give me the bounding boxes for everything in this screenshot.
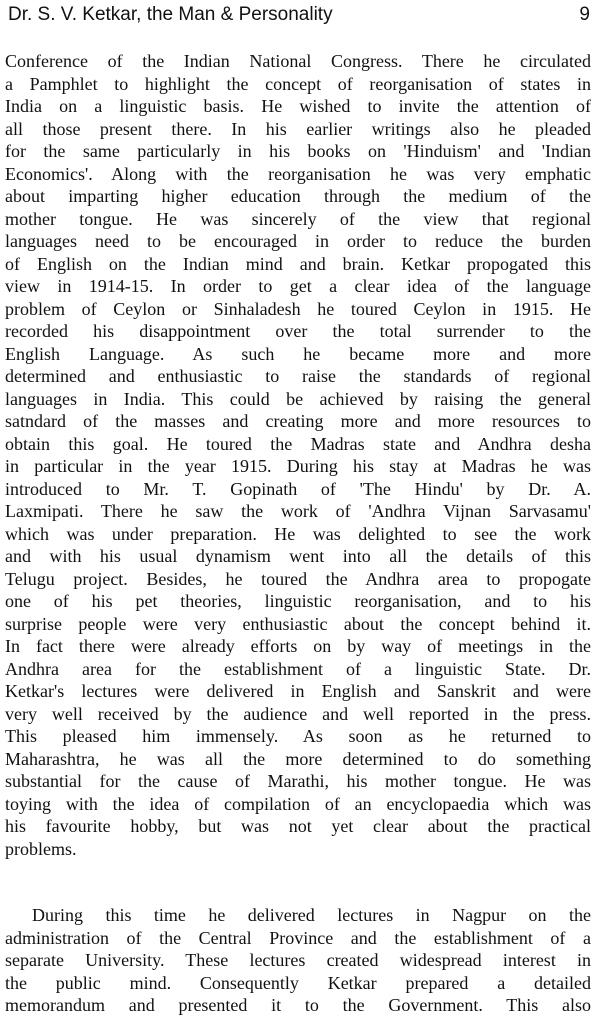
body-text <box>5 50 591 1017</box>
text-line: Ketkar's lectures were delivered in English and Sanskrit and were <box>5 681 591 701</box>
running-head <box>8 2 590 28</box>
text-line: languages in India. This could be achieved by raising the general <box>5 388 591 409</box>
text-line: recorded his disappointment over the total surrender to the <box>5 321 591 341</box>
text-line: obtain this goal. He toured the Madras state and Andhra desha <box>5 433 591 454</box>
text-line: determined and enthusiastic to raise the standards of regional <box>5 366 591 386</box>
text-line: problem of Ceylon or Sinhaladesh he toured Ceylon in 1915. He <box>5 298 591 319</box>
text-line: substantial for the cause of Marathi, his mother tongue. He was <box>5 771 591 791</box>
page-number: 9 <box>579 4 590 25</box>
text-line: introduced to Mr. T. Gopinath of 'The Hindu' by Dr. A. <box>5 478 591 499</box>
text-line: which was under preparation. He was delighted to see the work <box>5 523 591 544</box>
text-line: Conference of the Indian National Congress. There he circulated <box>5 51 591 71</box>
text-line: satndard of the masses and creating more and more resources to <box>5 411 591 431</box>
text-line: of English on the Indian mind and brain. Ketkar propogated this <box>5 253 591 274</box>
text-line: Andhra area for the establishment of a linguistic State. Dr. <box>5 658 591 679</box>
text-line: English Language. As such he became more and more <box>5 343 591 364</box>
text-line: Laxmipati. There he saw the work of 'Andhra Vijnan Sarvasamu' <box>5 501 591 521</box>
text-line: view in 1914-15. In order to get a clear idea of the language <box>5 276 591 296</box>
text-line: memorandum and presented it to the Government. This also <box>5 995 591 1015</box>
text-line: mother tongue. He was sincerely of the view that regional <box>5 208 591 229</box>
text-line: During this time he delivered lectures in Nagpur on the <box>32 905 591 925</box>
text-line: in particular in the year 1915. During his stay at Madras he was <box>5 456 591 476</box>
text-line: one of his pet theories, linguistic reorganisation, and to his <box>5 591 591 611</box>
text-line: This pleased him immensely. As soon as he returned to <box>5 726 591 746</box>
text-line: separate University. These lectures created widespread interest in <box>5 950 591 970</box>
text-line: Telugu project. Besides, he toured the Andhra area to propogate <box>5 568 591 589</box>
text-line: all those present there. In his earlier writings also he pleaded <box>5 118 591 139</box>
text-line: a Pamphlet to highlight the concept of reorganisation of states in <box>5 73 591 94</box>
text-line: surprise people were very enthusiastic about the concept behind it. <box>5 613 591 634</box>
text-line: In fact there were already efforts on by way of meetings in the <box>5 636 591 656</box>
paragraph-1 <box>5 50 591 860</box>
text-line: about imparting higher education through the medium of the <box>5 186 591 206</box>
text-line: Economics'. Along with the reorganisation he was very emphatic <box>5 163 591 184</box>
text-line: problems. <box>5 838 77 859</box>
text-line: very well received by the audience and well reported in the press. <box>5 703 591 724</box>
text-line: India on a linguistic basis. He wished to invite the attention of <box>5 96 591 116</box>
text-line: toying with the idea of compilation of an encyclopaedia which was <box>5 793 591 814</box>
text-line: the public mind. Consequently Ketkar prepared a detailed <box>5 972 591 993</box>
text-line: for the same particularly in his books on 'Hinduism' and 'Indian <box>5 141 591 161</box>
text-line: Maharashtra, he was all the more determined to do something <box>5 748 591 769</box>
text-line: administration of the Central Province and the establishment of a <box>5 927 591 948</box>
paragraph-2 <box>5 904 591 1017</box>
text-line: and with his usual dynamism went into all the details of this <box>5 546 591 566</box>
paragraph-gap <box>5 860 591 904</box>
running-head-title: Dr. S. V. Ketkar, the Man & Personality <box>8 4 333 25</box>
text-line: his favourite hobby, but was not yet clear about the practical <box>5 816 591 836</box>
text-line: languages need to be encouraged in order to reduce the burden <box>5 231 591 251</box>
